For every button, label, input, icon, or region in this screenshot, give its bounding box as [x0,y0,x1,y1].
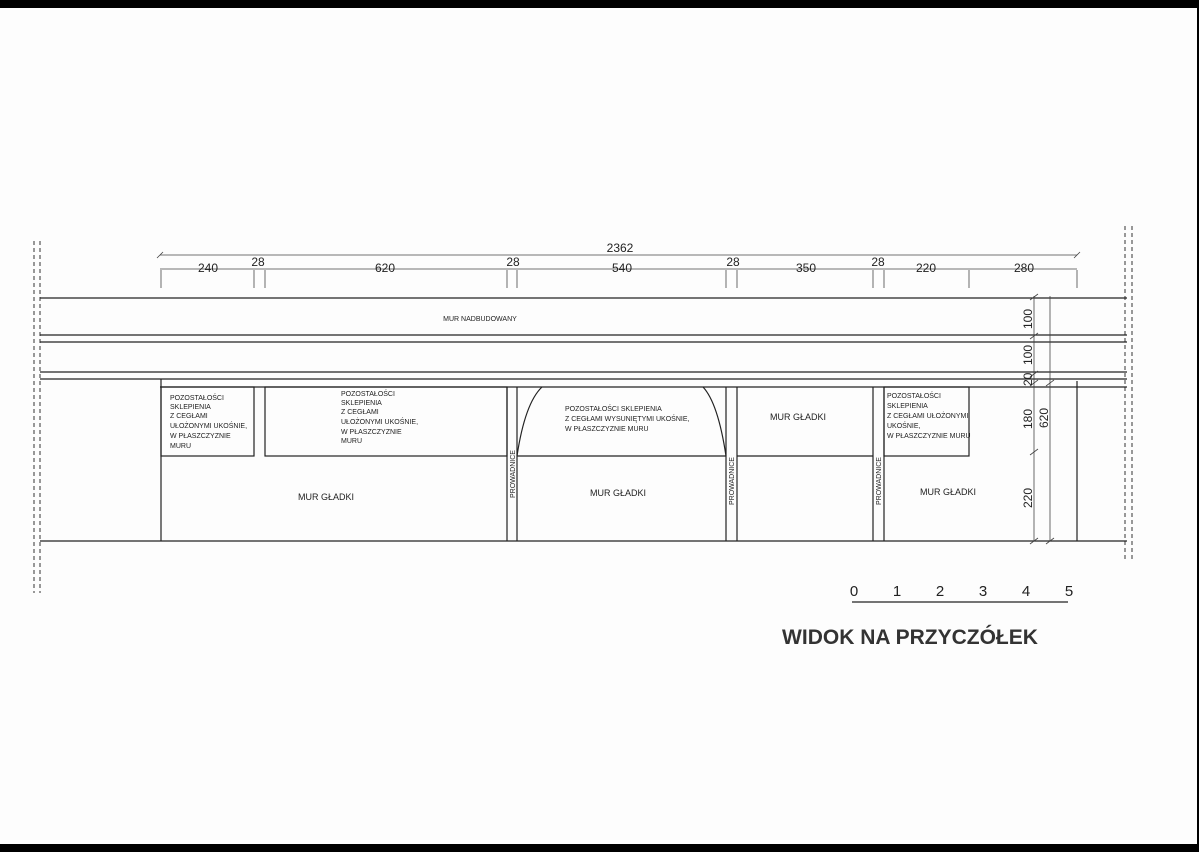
mur-gladki-upper: MUR GŁADKI [769,412,827,422]
scale-4: 4 [1021,583,1031,600]
mur-gladki-2: MUR GŁADKI [589,488,647,498]
scale-bar [850,583,1073,602]
panel1-line1: POZOSTAŁOŚCI [170,395,224,402]
scale-0: 0 [849,583,859,600]
dim-28-d: 28 [871,255,885,269]
vertical-dimensions [1021,294,1054,544]
vdim-620: 620 [1037,407,1051,428]
panel4-line1: POZOSTAŁOŚCI [887,393,941,400]
panel2-line4: UŁOŻONYMI UKOŚNIE, [341,419,419,426]
panel2-text [341,389,418,445]
elevation-drawing [0,8,1197,844]
drawing-title: WIDOK NA PRZYCZÓŁEK [782,626,1038,649]
panel1-text [170,393,247,450]
dim-350: 350 [795,261,817,275]
scale-1: 1 [892,583,902,600]
dim-240: 240 [197,261,219,275]
panel1-line4: UŁOŻONYMI UKOŚNIE, [170,423,248,430]
vdim-20: 20 [1021,372,1035,386]
dim-28-a: 28 [251,255,265,269]
panel2-line3: Z CEGŁAMI [341,409,379,416]
panel1-line3: Z CEGŁAMI [170,413,208,420]
vdim-180: 180 [1021,408,1035,429]
scale-2: 2 [935,583,945,600]
dim-28-c: 28 [726,255,740,269]
panel4-line4: UKOŚNIE, [887,423,921,430]
drawing-sheet [0,8,1197,844]
overall-dimension-label: 2362 [606,241,634,255]
panel3-line3: W PŁASZCZYZNIE MURU [565,426,649,433]
dim-540: 540 [611,261,633,275]
mur-nadbudowany-label: MUR NADBUDOWANY [443,316,517,323]
panel2-line1: POZOSTAŁOŚCI [341,391,395,398]
panel4-text [887,391,971,440]
vdim-100-b: 100 [1021,344,1035,365]
mur-gladki-1: MUR GŁADKI [297,492,355,502]
panel4-line3: Z CEGŁAMI UŁOŻONYMI [887,413,969,420]
panel1-line6: MURU [170,443,191,450]
prowadnice-3: PROWADNICE [876,457,883,505]
panel1-line5: W PŁASZCZYZNIE [170,433,231,440]
panel3-text [565,404,690,433]
prowadnice-1: PROWADNICE [510,450,517,498]
panel2-line2: SKLEPIENIA [341,400,382,407]
segment-dimensions [160,255,1077,288]
panel3-line1: POZOSTAŁOŚCI SKLEPIENIA [565,406,662,413]
panel4-line5: W PŁASZCZYZNIE MURU [887,433,971,440]
dim-220: 220 [915,261,937,275]
vdim-100-a: 100 [1021,308,1035,329]
panel2-line6: MURU [341,438,362,445]
dim-280: 280 [1013,261,1035,275]
panel2-line5: W PŁASZCZYZNIE [341,429,402,436]
mur-gladki-3: MUR GŁADKI [919,487,977,497]
panel1-line2: SKLEPIENIA [170,404,211,411]
wall-verticals [161,379,1077,541]
scale-3: 3 [978,583,988,600]
dim-620: 620 [374,261,396,275]
panel3-line2: Z CEGŁAMI WYSUNIĘTYMI UKOŚNIE, [565,416,690,423]
panel4-line2: SKLEPIENIA [887,403,928,410]
scale-5: 5 [1064,583,1074,600]
overall-dimension [157,241,1080,258]
vdim-220: 220 [1021,487,1035,508]
dim-28-b: 28 [506,255,520,269]
prowadnice-2: PROWADNICE [729,457,736,505]
